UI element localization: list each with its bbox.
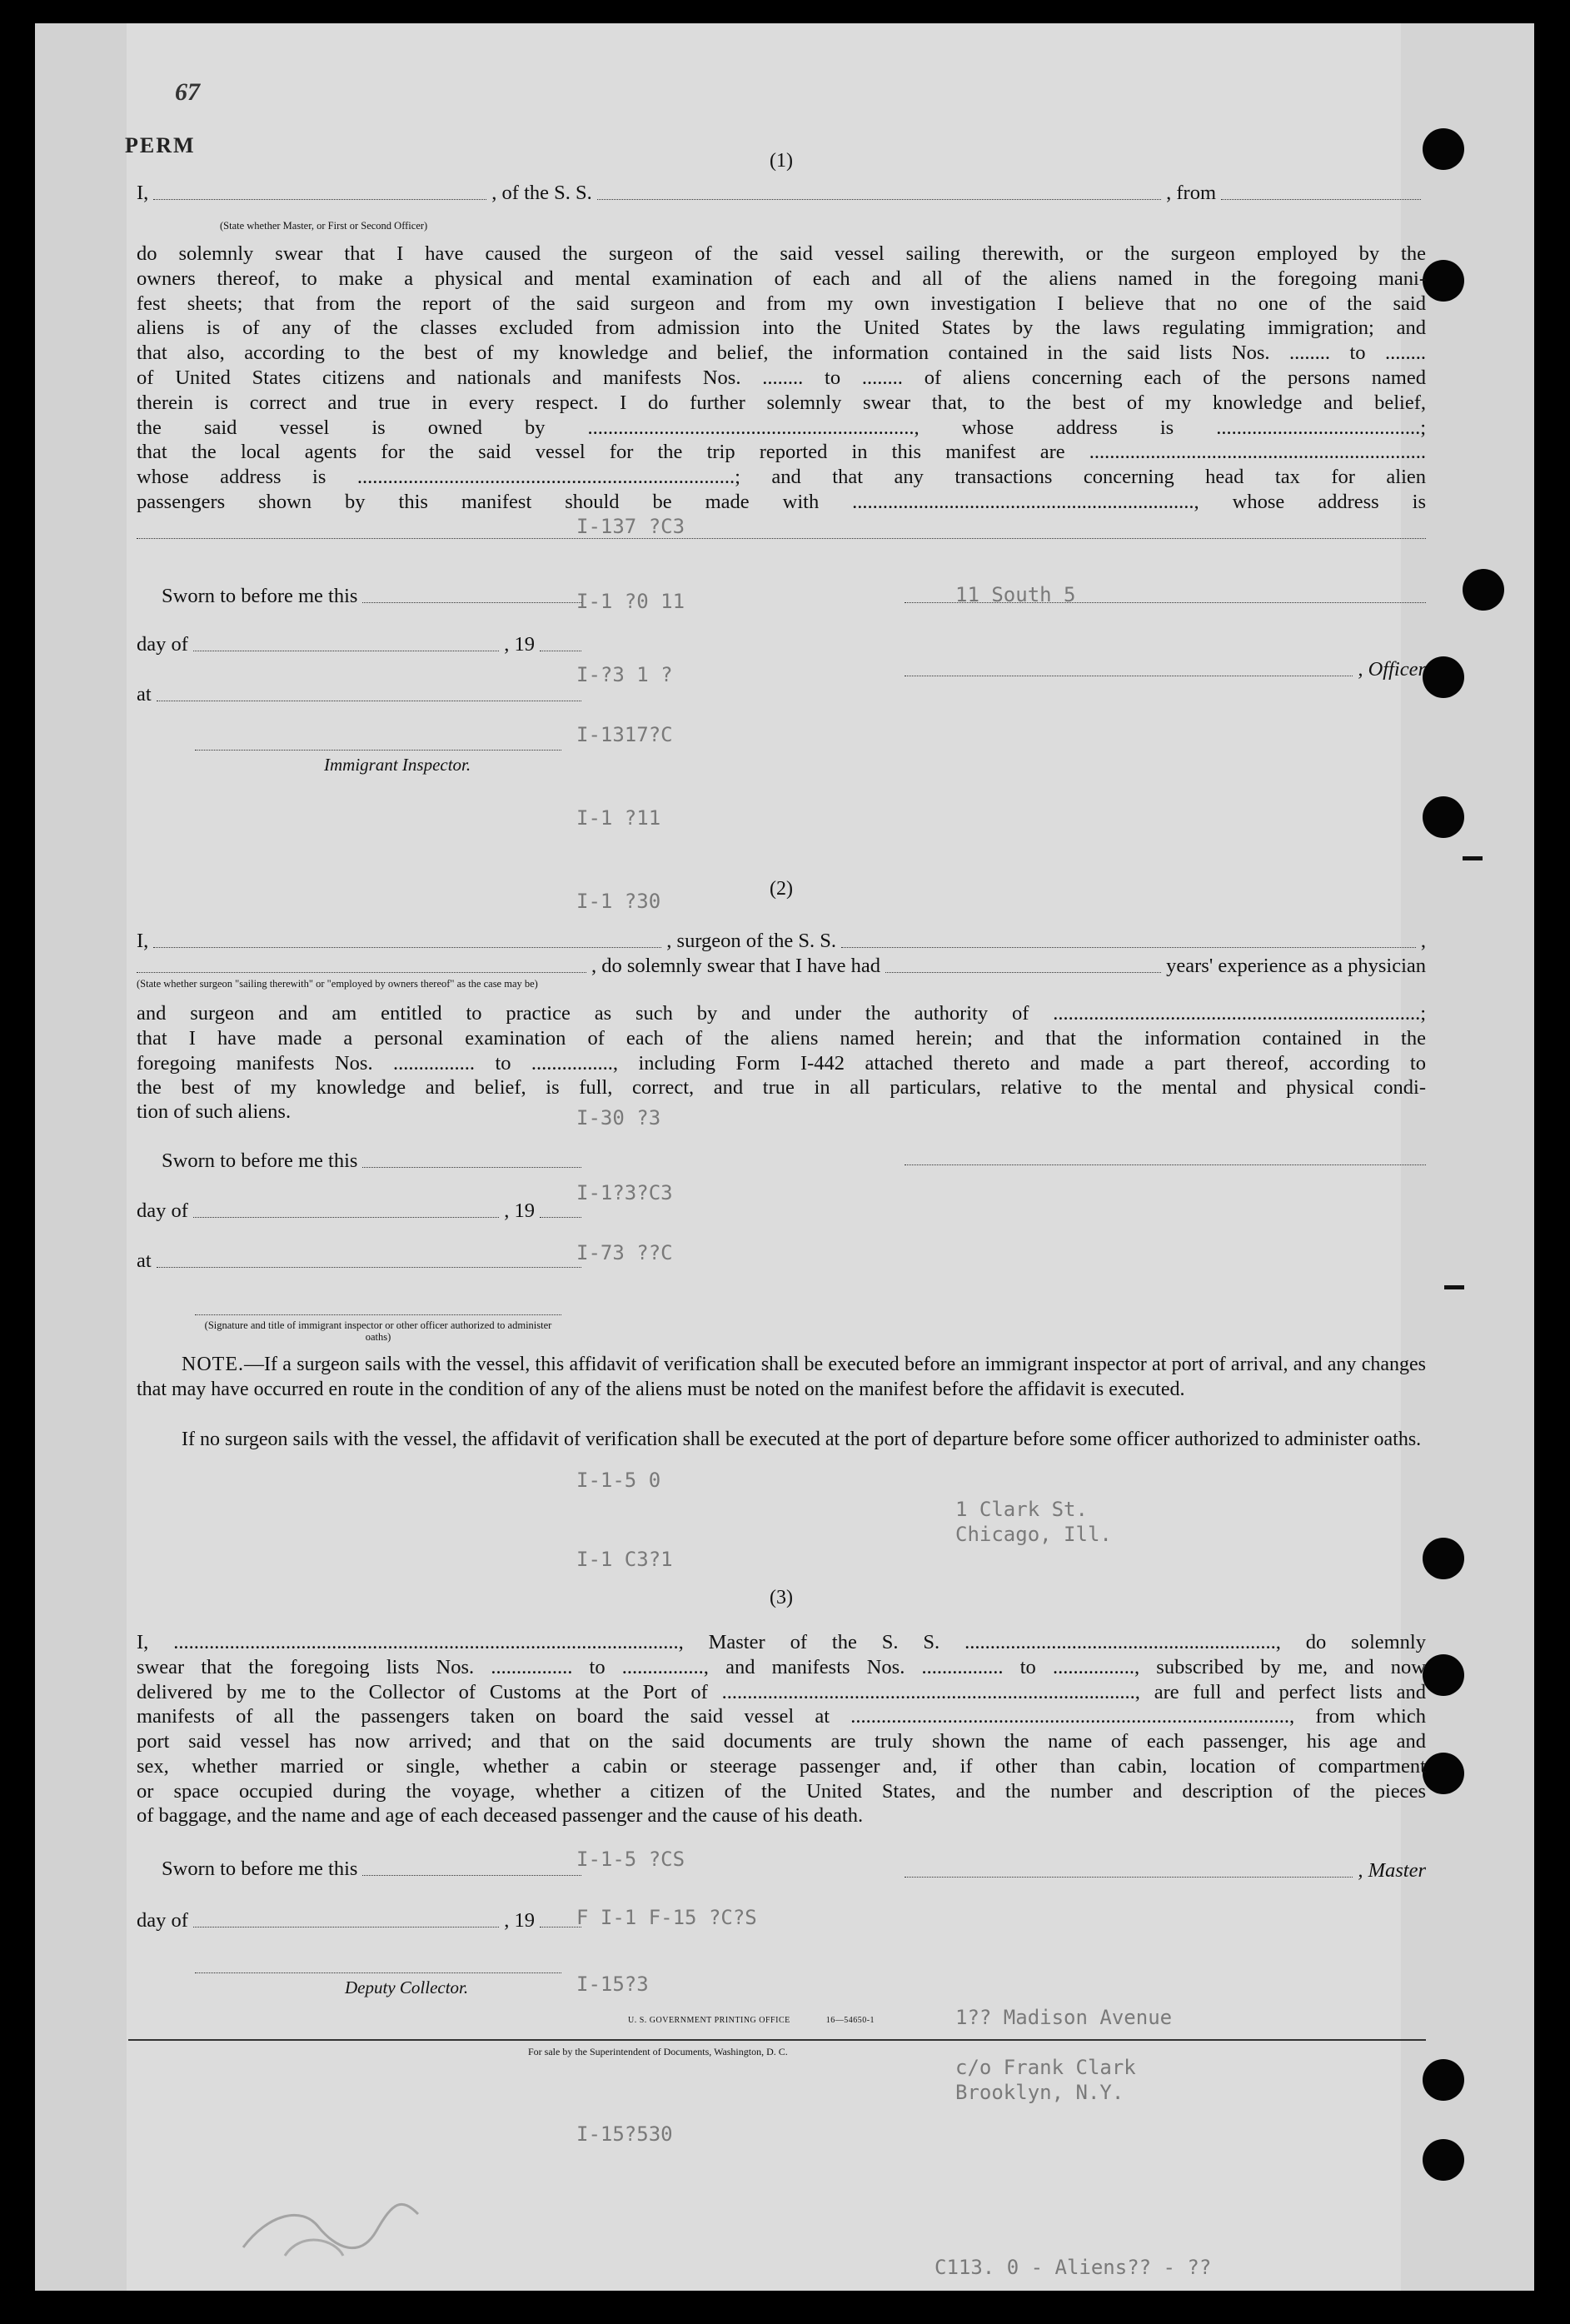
examiner-signature-field[interactable] xyxy=(195,1314,561,1315)
bleed-text: 11 South 5 xyxy=(955,583,1076,606)
sworn-field-3[interactable] xyxy=(362,1875,581,1876)
surgeon-status-field[interactable] xyxy=(137,972,586,973)
year-field-3[interactable] xyxy=(540,1927,581,1928)
binder-hole xyxy=(1423,128,1464,170)
text: Sworn to before me this xyxy=(162,585,358,607)
bleed-text: I-1 ?0 11 xyxy=(576,590,685,613)
bleed-text: I-1 C3?1 xyxy=(576,1548,673,1571)
text: , surgeon of the S. S. xyxy=(666,930,837,952)
text: , 19 xyxy=(504,1199,535,1222)
section-3-number: (3) xyxy=(770,1587,793,1608)
oath-line: sex, whether married or single, whether a cabin or steerage passenger and, if other than cabin, location of compartment xyxy=(137,1754,1426,1778)
section-2-line-2 xyxy=(137,953,1426,978)
collector-caption: Deputy Collector. xyxy=(345,1977,469,1997)
binder-hole xyxy=(1423,1753,1464,1794)
bleed-text: I-1317?C xyxy=(576,723,673,746)
oath-line: that the local agents for the said vessel for the trip reported in this manifest are .................................................................. xyxy=(137,441,1426,464)
examiner-caption xyxy=(195,1319,561,1343)
text: 16—54650-1 xyxy=(825,2016,875,2025)
binder-hole xyxy=(1423,2139,1464,2181)
document-page xyxy=(35,23,1534,2291)
bleed-text: I-137 ?C3 xyxy=(576,515,685,538)
bleed-text: 1 Clark St. xyxy=(955,1498,1088,1521)
note-text: —If a surgeon sails with the vessel, this affidavit of verification shall be executed before an immigrant inspector at port of arrival, and any changes that may have occurred en route in the condition of any of the aliens must be noted on the manifest before the affidavit is executed. xyxy=(137,1354,1426,1400)
note-2 xyxy=(137,1427,1426,1452)
section-3-oath xyxy=(137,1630,1426,1804)
at-line-1 xyxy=(137,681,586,706)
bleed-text: c/o Frank Clark xyxy=(955,2056,1136,2079)
inspector-signature-field[interactable] xyxy=(195,750,561,751)
collector-signature-field[interactable] xyxy=(195,1972,561,1973)
binder-hole xyxy=(1463,569,1504,611)
note-text: If no surgeon sails with the vessel, the affidavit of verification shall be executed at the port of departure before some officer authorized to administer oaths. xyxy=(182,1429,1422,1450)
day-line-1 xyxy=(137,631,586,656)
officer-label: , Officer xyxy=(1358,658,1426,681)
oath-line: delivered by me to the Collector of Customs at the Port of ................................................................................., are full and perfect lists and xyxy=(137,1680,1426,1703)
sworn-line-3 xyxy=(162,1856,586,1881)
text: at xyxy=(137,1249,152,1272)
master-line xyxy=(905,1858,1426,1883)
oath-line: the best of my knowledge and belief, is full, correct, and true in all particulars, relative to the mental and physical condi- xyxy=(137,1076,1426,1100)
oath-line: the said vessel is owned by ................................................................, whose address is ........................................; xyxy=(137,416,1426,439)
text: at xyxy=(137,683,152,706)
bleed-text: I-1-5 ?CS xyxy=(576,1848,685,1871)
surgeon-signature-field[interactable] xyxy=(905,1164,1426,1165)
sale-notice: For sale by the Superintendent of Documents, Washington, D. C. xyxy=(528,2046,788,2057)
inspector-caption: Immigrant Inspector. xyxy=(324,755,471,775)
oath-line: and surgeon and am entitled to practice as such by and under the authority of ........................................................................; xyxy=(137,1002,1426,1025)
bleed-text: I-15?530 xyxy=(576,2122,673,2146)
binder-hole xyxy=(1423,1538,1464,1579)
oath-line: owners thereof, to make a physical and mental examination of each and all of the aliens named in the foregoing mani- xyxy=(137,267,1426,290)
bleed-text: I-30 ?3 xyxy=(576,1106,661,1130)
binder-hole xyxy=(1423,2059,1464,2101)
binder-hole xyxy=(1423,656,1464,698)
edge-mark xyxy=(1444,1285,1464,1289)
vessel-name-field[interactable] xyxy=(597,199,1161,200)
form-content xyxy=(137,23,1426,2291)
text: (Signature and title of immigrant inspector or other officer authorized to administer oaths) xyxy=(204,1319,552,1343)
oath-line: do solemnly swear that I have caused the surgeon of the said vessel sailing therewith, or the surgeon employed by the xyxy=(137,242,1426,265)
section-1-number: (1) xyxy=(770,150,793,172)
day-field-2[interactable] xyxy=(193,1217,499,1218)
text: U. S. GOVERNMENT PRINTING OFFICE xyxy=(628,2016,790,2025)
year-field-2[interactable] xyxy=(540,1217,581,1218)
officer-name-field[interactable] xyxy=(153,199,486,200)
bleed-text: I-1 ?30 xyxy=(576,890,661,913)
bleed-text: I-1?3?C3 xyxy=(576,1181,673,1204)
vessel-name-field-2[interactable] xyxy=(841,947,1416,948)
years-field[interactable] xyxy=(885,972,1161,973)
oath-line: manifests of all the passengers taken on board the said vessel at ......................................................................................, from which xyxy=(137,1705,1426,1728)
officer-caption: (State whether Master, or First or Second Officer) xyxy=(220,220,428,232)
bleed-text: I-1-5 0 xyxy=(576,1469,661,1492)
section-1-line-1 xyxy=(137,180,1426,205)
oath-line: foregoing manifests Nos. ................ to ................, including Form I-442 attached thereto and made a part thereof, according to xyxy=(137,1051,1426,1075)
bleed-text: Chicago, Ill. xyxy=(955,1523,1112,1546)
oath-line: I, ..................................................................................................., Master of the S. S. ............................................................., do solemnly xyxy=(137,1631,1426,1653)
oath-line-last: tion of such aliens. xyxy=(137,1100,292,1123)
section-1-oath xyxy=(137,242,1426,515)
oath-line: of United States citizens and nationals and manifests Nos. ........ to ........ of aliens concerning each of the persons named xyxy=(137,366,1426,389)
oath-line: therein is correct and true in every respect. I do further solemnly swear that, to the best of my knowledge and belief, xyxy=(137,391,1426,414)
binder-hole xyxy=(1423,1654,1464,1696)
oath-line: port said vessel has now arrived; and that on the said documents are truly shown the name of each passenger, his age and xyxy=(137,1730,1426,1753)
oath-line: whose address is ..........................................................................; and that any transactions concerning head tax for alien xyxy=(137,466,1426,489)
printing-office xyxy=(628,2016,875,2025)
oath-line-last: of baggage, and the name and age of each deceased passenger and the cause of his death. xyxy=(137,1804,864,1827)
note-label: NOTE. xyxy=(182,1354,244,1375)
bleed-text: F I-1 F-15 ?C?S xyxy=(576,1906,757,1929)
text: , 19 xyxy=(504,1909,535,1932)
binder-hole xyxy=(1423,260,1464,302)
oath-line: that also, according to the best of my knowledge and belief, the information contained in the said lists Nos. ........ to ........ xyxy=(137,342,1426,365)
bleed-text: C113. 0 - Aliens?? - ?? xyxy=(935,2256,1212,2279)
from-port-field[interactable] xyxy=(1221,199,1421,200)
text: , 19 xyxy=(504,633,535,656)
address-continuation-field[interactable] xyxy=(137,538,1426,539)
edge-mark xyxy=(1463,856,1483,860)
oath-line: that I have made a personal examination of each of the aliens named herein; and that the information contained in the xyxy=(137,1026,1426,1050)
at-line-2 xyxy=(137,1248,586,1273)
master-label: , Master xyxy=(1358,1859,1426,1882)
bleed-text: I-73 ??C xyxy=(576,1241,673,1264)
sworn-field-2[interactable] xyxy=(362,1167,581,1168)
text: I, xyxy=(137,930,149,952)
note-1 xyxy=(137,1352,1426,1402)
text: I, xyxy=(137,182,149,204)
bleed-text: I-1 ?11 xyxy=(576,806,661,830)
binder-hole xyxy=(1423,796,1464,838)
bleed-text: Brooklyn, N.Y. xyxy=(955,2081,1124,2104)
text: , from xyxy=(1166,182,1216,204)
oath-line: aliens is of any of the classes excluded from admission into the United States by the laws regulating immigration; and xyxy=(137,317,1426,340)
oath-line: swear that the foregoing lists Nos. ................ to ................, and manifests Nos. ................ to ................, subscribed by me, and now xyxy=(137,1655,1426,1678)
text: day of xyxy=(137,633,188,656)
day-line-2 xyxy=(137,1198,586,1223)
oath-line: or space occupied during the voyage, whether a citizen of the United States, and the number and description of the pieces xyxy=(137,1779,1426,1803)
text: , xyxy=(1420,930,1426,952)
master-signature-field[interactable] xyxy=(905,1877,1353,1878)
day-field-3[interactable] xyxy=(193,1927,499,1928)
day-line-3 xyxy=(137,1908,586,1933)
officer-line xyxy=(905,656,1426,681)
section-2-line-1 xyxy=(137,928,1426,953)
text: Sworn to before me this xyxy=(162,1858,358,1880)
text: , do solemnly swear that I have had xyxy=(591,955,880,977)
left-margin xyxy=(35,23,127,2291)
footer-rule xyxy=(128,2039,1426,2041)
section-2-number: (2) xyxy=(770,878,793,900)
text: Sworn to before me this xyxy=(162,1150,358,1172)
text: day of xyxy=(137,1199,188,1222)
sworn-line-1 xyxy=(162,583,586,608)
text: day of xyxy=(137,1909,188,1932)
officer-signature-field-top[interactable] xyxy=(905,602,1426,603)
faint-signature-mark xyxy=(235,2181,426,2272)
at-field-2[interactable] xyxy=(157,1267,581,1268)
sworn-field[interactable] xyxy=(362,602,581,603)
stamp: PERM xyxy=(125,133,196,157)
text: years' experience as a physician xyxy=(1166,955,1426,977)
text: , of the S. S. xyxy=(491,182,592,204)
surgeon-caption: (State whether surgeon "sailing therewith" or "employed by owners thereof" as the case may be) xyxy=(137,978,538,990)
bleed-text: I-?3 1 ? xyxy=(576,663,673,686)
corner-mark: 67 xyxy=(175,78,200,106)
oath-line: fest sheets; that from the report of the said surgeon and from my own investigation I believe that no one of the said xyxy=(137,292,1426,315)
bleed-text: 1?? Madison Avenue xyxy=(955,2006,1173,2029)
bleed-text: I-15?3 xyxy=(576,1972,649,1996)
oath-line: passengers shown by this manifest should be made with ..................................................................., whose address is xyxy=(137,490,1426,513)
sworn-line-2 xyxy=(162,1148,586,1173)
surgeon-name-field[interactable] xyxy=(153,947,661,948)
section-2-oath xyxy=(137,1001,1426,1100)
